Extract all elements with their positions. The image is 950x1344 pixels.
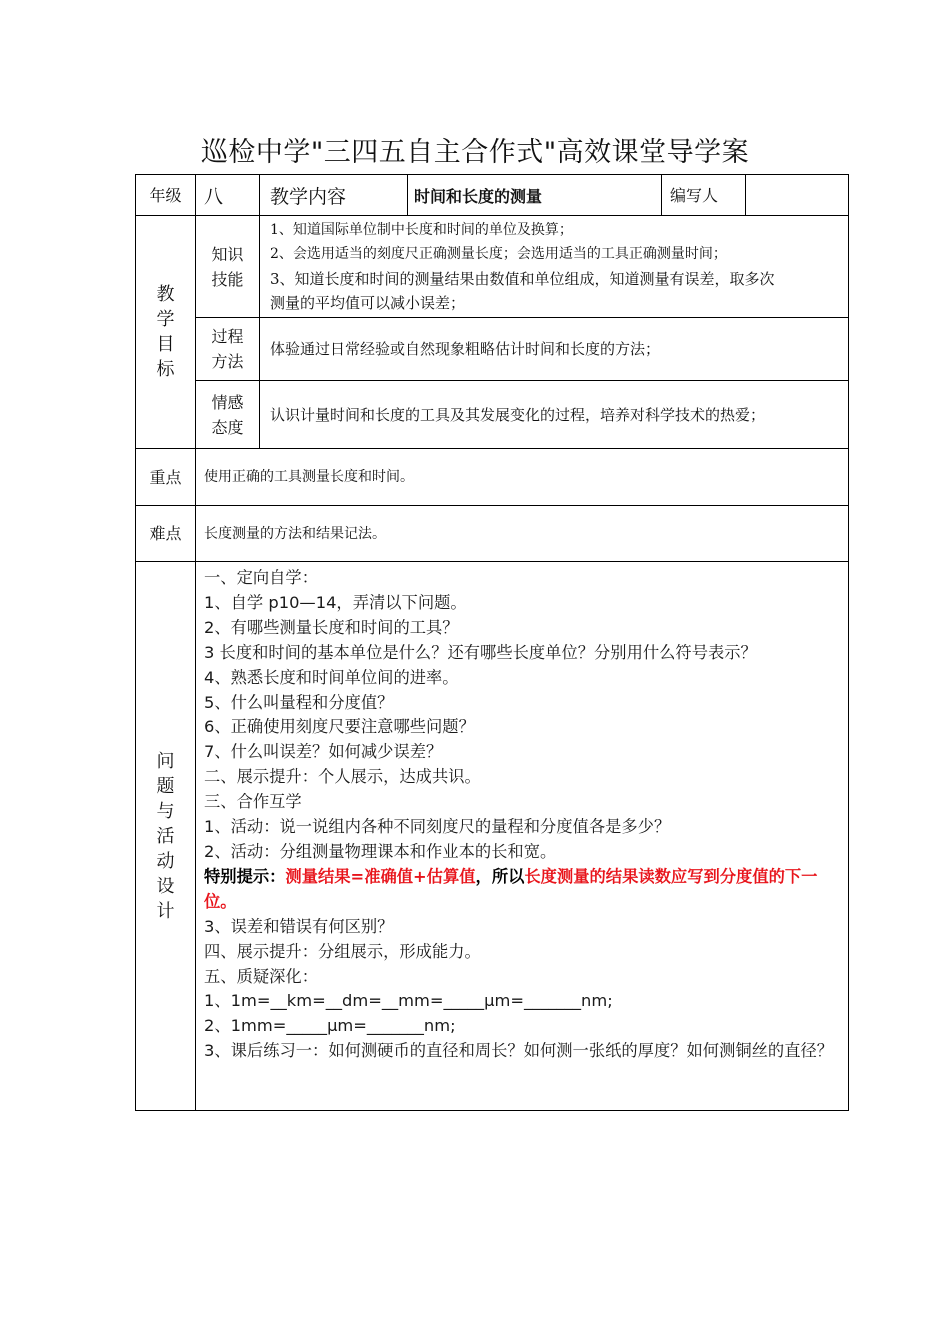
activity-line: 6、正确使用刻度尺要注意哪些问题？: [204, 717, 475, 737]
activity-line: 2、有哪些测量长度和时间的工具？: [204, 617, 459, 637]
process-label: 过程 方法: [196, 318, 260, 381]
header-row: [136, 175, 849, 216]
grade-value: 八: [196, 175, 260, 216]
activity-content: [196, 562, 849, 1111]
difficulty-row: [136, 506, 849, 562]
attitude-row: [136, 381, 849, 449]
knowledge-label: 知识 技能: [196, 216, 260, 318]
knowledge-text: 1、知道国际单位制中长度和时间的单位及换算； 2、会选用适当的刻度尺正确测量长度；会选用适当的工具正确测量时间； 3、知道长度和时间的测量结果由数值和单位组成，知道测量有误差，取多次 测量的平均值可以减小误差；: [260, 216, 849, 318]
difficulty-label: 难点: [136, 506, 196, 562]
attitude-label: 情感 态度: [196, 381, 260, 449]
knowledge-row: [136, 216, 849, 318]
activity-line: 2、活动：分组测量物理课本和作业本的长和宽。: [204, 841, 557, 861]
key-point-label: 重点: [136, 449, 196, 506]
activity-line: 1、1m=__km=__dm=__mm=_____μm=_______nm;: [204, 991, 613, 1011]
activity-line: 3、误差和错误有何区别？: [204, 916, 394, 936]
grade-label: 年级: [136, 175, 196, 216]
page-title: 巡检中学"三四五自主合作式"高效课堂导学案: [200, 137, 750, 168]
key-point-text: 使用正确的工具测量长度和时间。: [196, 449, 849, 506]
goals-label: 教 学 目 标: [136, 216, 196, 449]
attitude-text: 认识计量时间和长度的工具及其发展变化的过程，培养对科学技术的热爱；: [260, 381, 849, 449]
lesson-plan-table: [135, 174, 849, 1111]
activity-line: 4、熟悉长度和时间单位间的进率。: [204, 667, 459, 687]
content-label: 教学内容: [260, 175, 408, 216]
tip-mid: ，所以: [475, 866, 525, 886]
activity-line: 五、质疑深化：: [204, 966, 318, 986]
activity-line: 3 长度和时间的基本单位是什么？还有哪些长度单位？分别用什么符号表示？: [204, 642, 757, 662]
activity-line: 5、什么叫量程和分度值？: [204, 692, 394, 712]
content-value: 时间和长度的测量: [408, 175, 662, 216]
tip-highlight-2: 长度测量的结果读数应写到分度值的下一位。: [204, 866, 818, 911]
activity-line: 1、自学 p10—14，弄清以下问题。: [204, 592, 467, 612]
tip-prefix: 特别提示：: [204, 866, 286, 886]
difficulty-text: 长度测量的方法和结果记法。: [196, 506, 849, 562]
activity-line: 四、展示提升：分组展示，形成能力。: [204, 941, 481, 961]
author-value: [746, 175, 849, 216]
key-point-row: [136, 449, 849, 506]
activity-row: [136, 562, 849, 1111]
activity-line: 二、展示提升：个人展示，达成共识。: [204, 767, 481, 787]
activity-line: 一、定向自学：: [204, 568, 318, 587]
author-label: 编写人: [662, 175, 746, 216]
activity-label: 问 题 与 活 动 设 计: [136, 562, 196, 1111]
tip-highlight-1: 测量结果=准确值+估算值: [285, 866, 476, 886]
activity-line: 3、课后练习一：如何测硬币的直径和周长？如何测一张纸的厚度？如何测铜丝的直径？: [204, 1041, 834, 1061]
process-text: 体验通过日常经验或自然现象粗略估计时间和长度的方法；: [260, 318, 849, 381]
activity-line: 1、活动：说一说组内各种不同刻度尺的量程和分度值各是多少？: [204, 817, 671, 837]
process-row: [136, 318, 849, 381]
activity-line: 2、1mm=_____μm=_______nm;: [204, 1016, 456, 1036]
special-tip: [204, 865, 842, 915]
activity-line: 7、什么叫误差？如何减少误差？: [204, 742, 443, 762]
activity-line: 三、合作互学: [204, 792, 302, 812]
